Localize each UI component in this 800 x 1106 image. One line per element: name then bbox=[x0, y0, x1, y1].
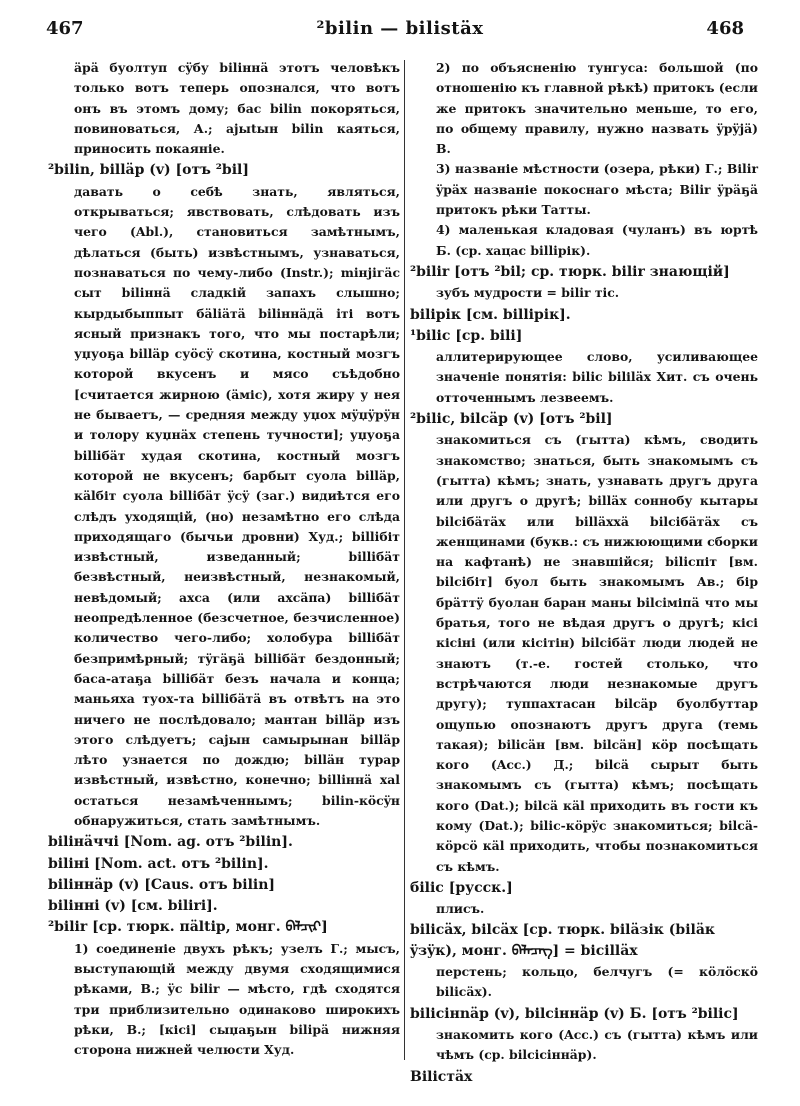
definition-text: 2) по объясненію тунгуса: большой (по отношенію къ главной рѣкѣ) притокъ (если же притокъ значительно меньше, то его, по общему правилу, нужно назвать ÿрÿjä) В. bbox=[436, 60, 758, 157]
page-number-left: 467 bbox=[46, 18, 84, 39]
headword-entry: bilicäх, bilcäх [ср. тюрк. biläзік (biläк ÿзÿк), монг. ᠪᠡᠯᠡᠴᠡᠭ] = bicilläх bbox=[410, 922, 716, 959]
definition-text: аллитерирующее слово, усиливающее значеніе понятія: bilic bilіläх Хит. съ очень отточеннымъ лезвеемъ. bbox=[436, 349, 758, 405]
right-column bbox=[410, 58, 758, 1088]
headword-entry: біlic [русск.] bbox=[410, 879, 513, 896]
definition-text: перстень; кольцо, белчугъ (= кöлöскö bilicäх). bbox=[436, 964, 758, 1000]
headword-entry: bilicінnäр (v), bilciннäр (v) Б. [отъ ²bilic] bbox=[410, 1005, 739, 1022]
headword-entry: ¹bilic [ср. bili] bbox=[410, 327, 523, 344]
definition-text: 1) соединеніе двухъ рѣкъ; узелъ Г.; мысъ, выступающій между двумя сходящимися рѣками, В.; ÿс bilir — мѣсто, гдѣ сходятся три приблизительно одинаково широкихъ рѣки, В.; [кісі] сыџаҕын biliрä нижняя сторона нижней челюсти Худ. bbox=[74, 940, 400, 1058]
headword-entry: biliнäччі [Nom. ag. отъ ²bilin]. bbox=[48, 834, 293, 851]
definition-text: знакомить кого (Acc.) съ (гытта) кѣмъ или чѣмъ (ср. bilciсiннäр). bbox=[436, 1026, 758, 1063]
headword-entry: biliннäр (v) [Caus. отъ bilin] bbox=[48, 876, 276, 893]
headword-entry: biliні [Nom. act. отъ ²bilin]. bbox=[48, 855, 269, 872]
definition-text: зубъ мудрости = bilir тic. bbox=[436, 285, 620, 301]
definition-text: давать о себѣ знать, являться, открываться; явствовать, слѣдовать изъ чего (Abl.), становиться замѣтнымъ, дѣлаться (быть) извѣстнымъ, узнаваться, познаваться по чему-либо (Instr.); miнjiгäс сыт biliннä сладкій запахъ слышно; кырдыбыппыт бäliäтä biliннäдä iті вотъ ясный признакъ того, что мы постарѣли; уџуоҕа billäр суöсÿ скотина, костный мозгъ которой вкусенъ и мясо съѣдобно [считается жирною (äміс), хотя жиру у нея не бываетъ, — средняя между уџох мÿџÿрÿн и толору куџнäх степень тучности]; уџуоҕа billiбäт худая скотина, костный мозгъ которой не вкусенъ; барбыт суола billäр, кälбіт суола billiбäт ÿсÿ (заг.) видиѣтся его слѣдъ уходящій, (но) незамѣтно его слѣда приходящаго (бычьи дровни) Худ.; billiбіт извѣстный, изведанный; billiбäт безвѣстный, неизвѣстный, незнакомый, невѣдомый; ахса (или ахсäпа) billiбäт неопредѣленное (безсчетное, безчисленное) количество чего-либо; холобура billiбäт безпримѣрный; тÿгäҕä billiбäт бездонный; баса-атаҕа billiбäт безъ начала и конца; маньяха туох-та billiбäтä въ отвѣтъ на это ничего не послѣдовало; мантан billäр изъ этого слѣдуетъ; сajын самырынан billäр лѣто узнается по дождю; billäн турар извѣстный, извѣстно, конечно; billiннä хаl остаться незамѣченнымъ; bilin-кöсÿн обнаружиться, стать замѣтнымъ. bbox=[74, 183, 400, 828]
column-divider bbox=[404, 60, 405, 1060]
definition-text: 4) маленькая кладовая (чуланъ) въ юртѣ Б. (ср. хацас billiрік). bbox=[436, 222, 758, 258]
headword-entry: ²bilir [отъ ²bil; ср. тюрк. bilir знающій] bbox=[410, 263, 730, 280]
definition-text: äрä буолтуп сÿбу biliннä этотъ человѣкъ только вотъ теперь опознался, что вотъ онъ въ этомъ дому; бас bilin покоряться, повиноваться, А.; ajыtын bilin каяться, приносить покаяніе. bbox=[74, 60, 400, 157]
headword-entry: ²bilic, bilcäр (v) [отъ ²bil] bbox=[410, 411, 613, 428]
headword-entry: biliнні (v) [см. biliri]. bbox=[48, 898, 218, 915]
running-title: ²bilin — bilistäx bbox=[316, 18, 484, 39]
headword-entry: ²bilin, billäр (v) [отъ ²bil] bbox=[48, 162, 249, 179]
headword-entry: ²bilir [ср. тюрк. пältір, монг. ‎ᠪᠡᠯᠴᠢᠷ] bbox=[48, 919, 328, 936]
headword-entry: Bilicтäх bbox=[410, 1068, 473, 1085]
definition-text: плисъ. bbox=[436, 901, 485, 917]
headword-entry: biliрік [см. billiрік]. bbox=[410, 306, 571, 323]
definition-text: знакомиться съ (гытта) кѣмъ, сводить знакомство; знаться, быть знакомымъ съ (гытта) кѣмъ; знать, узнавать другъ друга или другъ о другѣ; billäх соннобу кытары bilciбäтäх или billäххä bilciбäтäх съ женщинами (букв.: съ нижюющими сборки на кафтанѣ) не знавшійся; biliспіт [вм. bilciбіт] буол быть знакомымъ Ав.; бір бpäттÿ буолан баран маны bilciміпä что мы братья, того не вѣдая другъ о другѣ; кісі кісіні (или кісітін) bilciбäт люди людей не знаютъ (т.-е. гостей столько, что встрѣчаются люди незнакомые другъ другу); туппахтасан bilcäр буолбуттар ощупью опознаютъ другъ друга (темь такая); bilicäн [вм. bilcäн] кöр посѣщать кого (Acc.) Д.; bilcä сырыт быть знакомымъ съ (гытта) кѣмъ; посѣщать кого (Dat.); bilcä кäl приходить въ гости къ кому (Dat.); bilic-кöрÿс знакомиться; bilcä-кöрсö кäl приходить, чтобы познакомиться съ кѣмъ. bbox=[436, 432, 758, 874]
page-number-right: 468 bbox=[706, 18, 744, 39]
definition-text: 3) названіе мѣстности (озера, рѣки) Г.; Віlir ÿрäх названіе покоснаго мѣста; Bilir ÿрäҕä притокъ рѣки Татты. bbox=[436, 161, 758, 218]
left-column bbox=[48, 58, 400, 1061]
page-header bbox=[0, 8, 800, 48]
